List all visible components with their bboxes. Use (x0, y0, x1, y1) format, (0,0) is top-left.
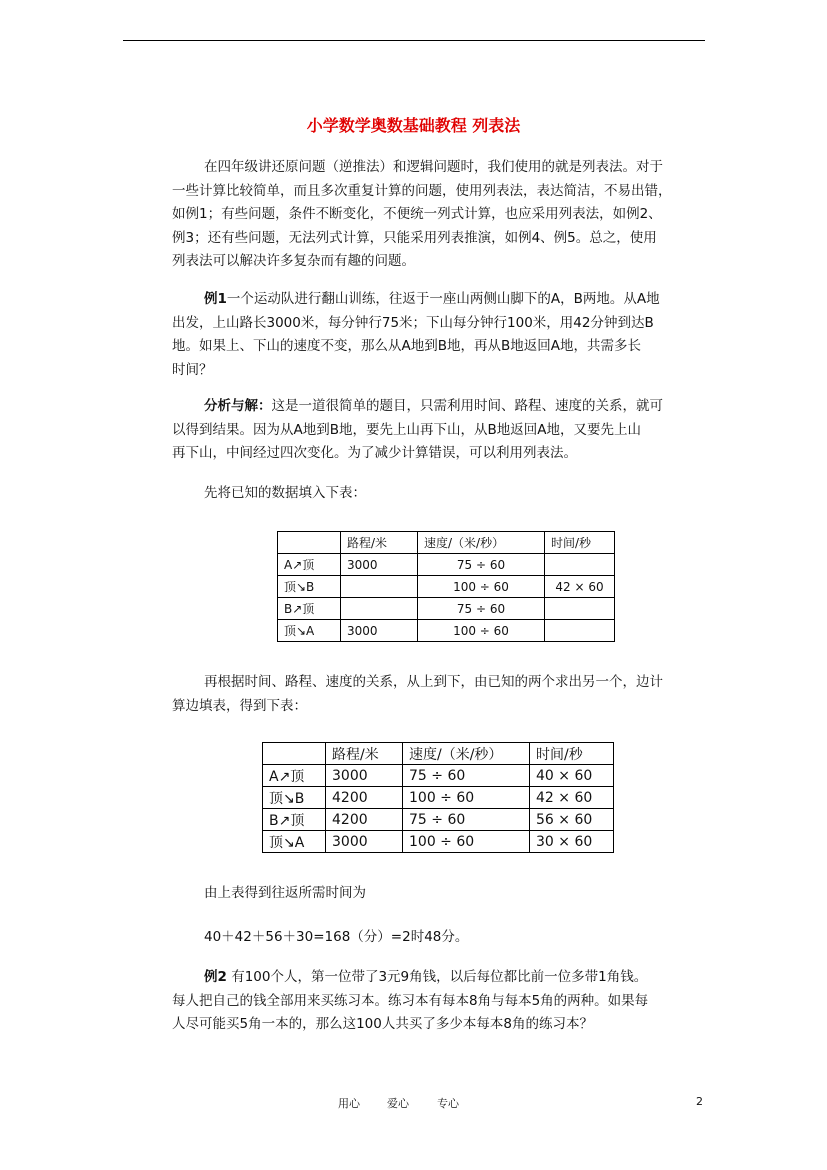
intro-paragraph (172, 156, 704, 274)
table-cell: 42 × 60 (530, 787, 614, 809)
example1-line: 一个运动队进行翻山训练，往返于一座山两侧山脚下的A，B两地。从A地 (226, 291, 660, 307)
table-row (278, 598, 615, 620)
table-cell: 40 × 60 (530, 765, 614, 787)
footer-text: 爱心 (387, 1097, 409, 1110)
table-header-cell (263, 743, 326, 765)
table-row (278, 576, 615, 598)
table-cell: 3000 (326, 765, 403, 787)
table-header-cell: 路程/米 (326, 743, 403, 765)
table-cell: 75 ÷ 60 (403, 809, 530, 831)
example2-line: 有100个人，第一位带了3元9角钱，以后每位都比前一位多带1角钱。 (231, 969, 648, 985)
table-row (278, 620, 615, 642)
example2-line: 人尽可能买5角一本的，那么这100人共买了多少本每本8角的练习本？ (172, 1016, 593, 1032)
table-header-cell: 速度/（米/秒） (418, 532, 545, 554)
table-row (263, 831, 614, 853)
example1-line: 出发，上山路长3000米，每分钟行75米；下山每分钟行100米，用42分钟到达B (172, 314, 654, 331)
table-cell: 100 ÷ 60 (418, 576, 545, 598)
table-cell: 75 ÷ 60 (418, 598, 545, 620)
table-cell: 75 ÷ 60 (418, 554, 545, 576)
table-cell (545, 554, 615, 576)
header-rule (123, 40, 705, 41)
page-number: 2 (696, 1095, 703, 1108)
table-row (278, 554, 615, 576)
intro-line: 例3；还有些问题，无法列式计算，只能采用列表推演，如例4、例5。总之，使用 (172, 229, 657, 246)
table-cell: 4200 (326, 787, 403, 809)
table-row (263, 765, 614, 787)
analysis-line: 这是一道很简单的题目，只需利用时间、路程、速度的关系，就可 (271, 398, 663, 414)
result-intro: 由上表得到往返所需时间为 (204, 885, 366, 901)
table-cell: 3000 (341, 554, 418, 576)
table-cell: A↗顶 (263, 765, 326, 787)
table-header-cell: 路程/米 (341, 532, 418, 554)
table-cell: 顶↘B (263, 787, 326, 809)
analysis-line: 以得到结果。因为从A地到B地，要先上山再下山，从B地返回A地，又要先上山 (172, 421, 641, 438)
table-header-cell: 速度/（米/秒） (403, 743, 530, 765)
page-title: 小学数学奥数基础教程 列表法 (306, 116, 521, 135)
table-cell: 75 ÷ 60 (403, 765, 530, 787)
table-cell: 100 ÷ 60 (403, 787, 530, 809)
analysis-label: 分析与解： (204, 398, 272, 414)
example1-paragraph (172, 288, 704, 382)
table-cell (545, 598, 615, 620)
intro-line: 在四年级讲还原问题（逆推法）和逻辑问题时，我们使用的就是列表法。对于 (204, 159, 663, 175)
example1-label: 例1 (204, 291, 227, 307)
after-table1-paragraph (172, 671, 704, 718)
table-cell: 100 ÷ 60 (418, 620, 545, 642)
footer-text: 用心 (338, 1097, 360, 1110)
table-cell: 3000 (326, 831, 403, 853)
table-row (263, 809, 614, 831)
table-header-cell: 时间/秒 (530, 743, 614, 765)
intro-line: 如例1；有些问题，条件不断变化，不便统一列式计算，也应采用列表法，如例2、 (172, 206, 662, 222)
example2-label: 例2 (204, 969, 227, 985)
table-cell (545, 620, 615, 642)
example1-line: 时间？ (172, 361, 213, 378)
table-header-row (278, 532, 615, 554)
table-cell (341, 576, 418, 598)
example2-paragraph (172, 966, 704, 1037)
analysis-paragraph (172, 395, 704, 466)
table-cell: 42 × 60 (545, 576, 615, 598)
table-header-row (263, 743, 614, 765)
table-header-cell (278, 532, 341, 554)
intro-line: 列表法可以解决许多复杂而有趣的问题。 (172, 253, 415, 269)
table-cell: 30 × 60 (530, 831, 614, 853)
intro-line: 一些计算比较简单，而且多次重复计算的问题，使用列表法，表达简洁，不易出错， (172, 182, 672, 199)
table-cell (341, 598, 418, 620)
table-cell: 100 ÷ 60 (403, 831, 530, 853)
table-cell: 3000 (341, 620, 418, 642)
footer-text: 专心 (437, 1097, 459, 1110)
table-header-cell: 时间/秒 (545, 532, 615, 554)
table-cell: A↗顶 (278, 554, 341, 576)
example1-line: 地。如果上、下山的速度不变，那么从A地到B地，再从B地返回A地，共需多长 (172, 338, 641, 354)
after-table1-line: 算边填表，得到下表： (172, 697, 307, 714)
table-cell: B↗顶 (263, 809, 326, 831)
table-cell: 顶↘B (278, 576, 341, 598)
table-cell: 56 × 60 (530, 809, 614, 831)
table-row (263, 787, 614, 809)
table-cell: 顶↘A (263, 831, 326, 853)
after-table1-line: 再根据时间、路程、速度的关系，从上到下，由已知的两个求出另一个，边计 (204, 674, 663, 690)
table-cell: 顶↘A (278, 620, 341, 642)
data-table-initial (277, 531, 615, 642)
fill-intro: 先将已知的数据填入下表： (204, 485, 366, 501)
data-table-complete (262, 742, 614, 853)
table-cell: B↗顶 (278, 598, 341, 620)
result-equation: 40＋42＋56＋30=168（分）=2时48分。 (204, 929, 469, 945)
analysis-line: 再下山，中间经过四次变化。为了减少计算错误，可以利用列表法。 (172, 445, 577, 461)
example2-line: 每人把自己的钱全部用来买练习本。练习本有每本8角与每本5角的两种。如果每 (172, 992, 649, 1009)
table-cell: 4200 (326, 809, 403, 831)
